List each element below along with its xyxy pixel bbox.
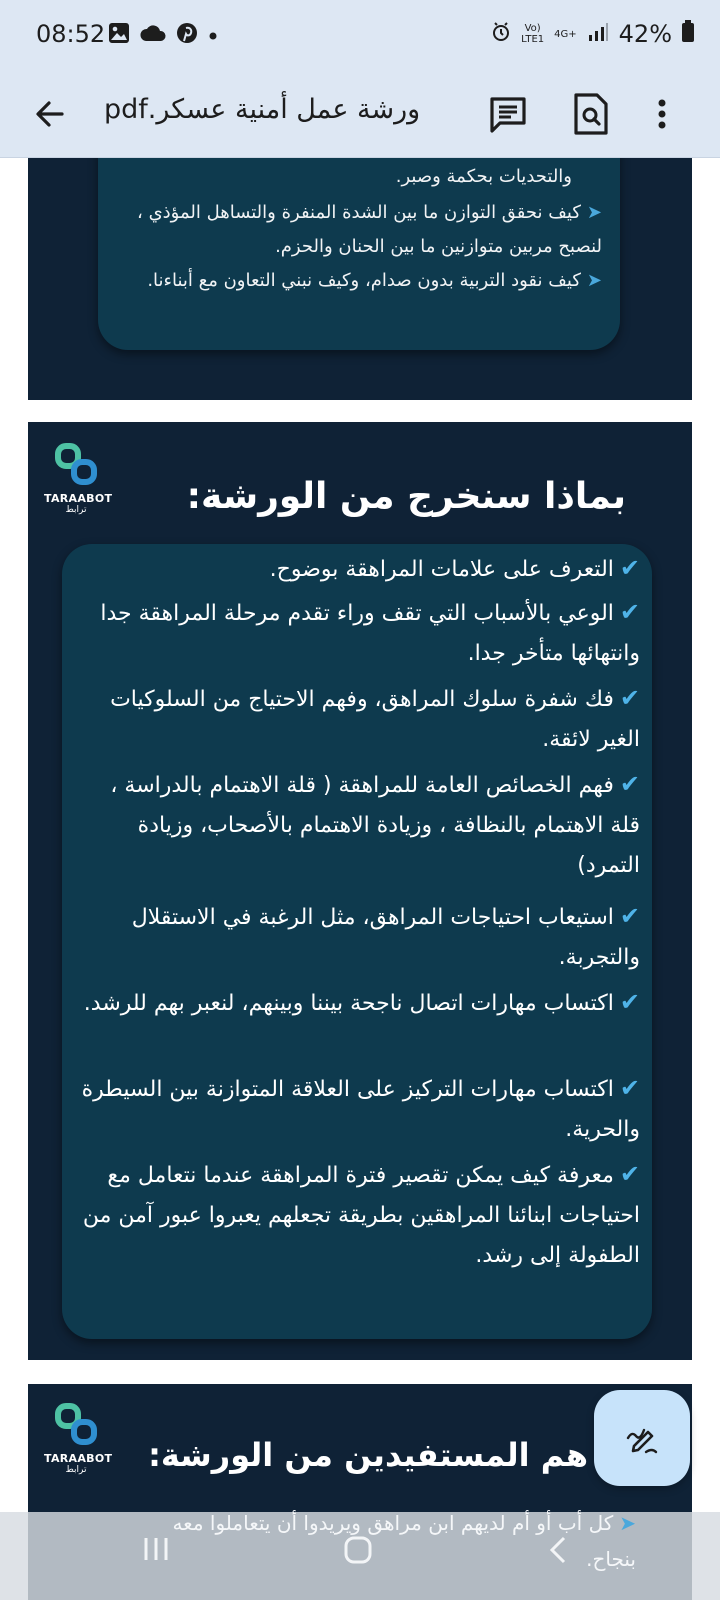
- bullet-item: ➤كل أب أو أم لديهم ابن مراهق ويريدوا أن يتعاملوا معه: [172, 1511, 636, 1535]
- app-bar: [0, 76, 720, 158]
- clock: 08:52: [36, 20, 106, 48]
- text-notes-icon[interactable]: [484, 90, 532, 138]
- pdf-page: [28, 158, 692, 400]
- arrow-bullet-icon: ➤: [619, 1511, 636, 1535]
- search-document-icon[interactable]: [566, 90, 614, 138]
- logo-mark-icon: [52, 1400, 100, 1448]
- pdf-viewer[interactable]: [0, 158, 720, 1600]
- checklist-item: ✔التعرف على علامات المراهقة بوضوح.: [269, 554, 640, 582]
- pinterest-icon: [176, 22, 198, 48]
- section-heading: هم المستفيدين من الورشة:: [148, 1436, 588, 1474]
- check-icon: ✔: [619, 902, 640, 930]
- edit-fab-button[interactable]: [594, 1390, 690, 1486]
- check-icon: ✔: [619, 554, 640, 582]
- arrow-bullet-icon: ➤: [586, 202, 602, 223]
- check-icon: ✔: [619, 770, 640, 798]
- home-icon[interactable]: [338, 1530, 378, 1574]
- checklist-item: ✔اكتساب مهارات التركيز على العلاقة المتوازنة بين السيطرة والحرية.: [81, 1074, 640, 1142]
- nav-back-icon[interactable]: [540, 1530, 580, 1574]
- back-arrow-icon[interactable]: [30, 94, 70, 134]
- logo-mark-icon: [52, 440, 100, 488]
- system-nav-bar: [0, 1512, 720, 1600]
- bullet-item: ➤كيف نحقق التوازن ما بين الشدة المنفرة والتساهل المؤذي ، لنصبح مربين متوازنين ما بين الحنان والحزم.: [137, 202, 602, 257]
- recent-apps-icon[interactable]: [136, 1530, 176, 1574]
- checklist-item: ✔فهم الخصائص العامة للمراهقة ( قلة الاهتمام بالدراسة ، قلة الاهتمام بالنظافة ، وزيادة الاهتمام بالأصحاب، وزيادة التمرد): [110, 770, 640, 878]
- more-vert-icon[interactable]: [654, 90, 670, 138]
- status-bar: [0, 0, 720, 76]
- bullet-item: ➤كيف نقود التربية بدون صدام، وكيف نبني التعاون مع أبناءنا.: [147, 270, 602, 291]
- signal-icon: [587, 20, 609, 48]
- check-icon: ✔: [619, 684, 640, 712]
- battery-percent: 42%: [618, 20, 672, 48]
- check-icon: ✔: [619, 988, 640, 1016]
- check-icon: ✔: [619, 598, 640, 626]
- checklist-item: ✔الوعي بالأسباب التي تقف وراء تقدم مرحلة المراهقة جدا وانتهائها متأخر جدا.: [100, 598, 640, 666]
- taraabot-logo: TARAABOT ترابط: [44, 1400, 108, 1475]
- check-icon: ✔: [619, 1074, 640, 1102]
- document-title: ورشة عمل أمنية عسكر.pdf: [104, 94, 421, 125]
- taraabot-logo: TARAABOT ترابط: [44, 440, 108, 515]
- checklist-item: ✔اكتساب مهارات اتصال ناجحة بيننا وبينهم، لنعبر بهم للرشد.: [83, 988, 640, 1016]
- check-icon: ✔: [619, 1160, 640, 1188]
- checklist-item: ✔فك شفرة سلوك المراهق، وفهم الاحتياج من السلوكيات الغير لائقة.: [110, 684, 640, 752]
- bullet-item: والتحديات بحكمة وصبر.: [395, 166, 572, 187]
- content-box: [98, 158, 620, 350]
- pen-edit-icon: [622, 1418, 662, 1458]
- alarm-icon: [491, 20, 511, 48]
- section-heading: بماذا سنخرج من الورشة:: [186, 476, 626, 517]
- network-label: Vo) LTE1: [521, 23, 545, 45]
- pdf-page: [28, 422, 692, 1360]
- network-type: 4G+: [554, 28, 577, 40]
- content-box: [62, 544, 652, 1339]
- arrow-bullet-icon: ➤: [586, 270, 602, 291]
- checklist-item: ✔معرفة كيف يمكن تقصير فترة المراهقة عندما نتعامل مع احتياجات ابنائنا المراهقين بطريقة تجعلهم يعبروا عبور آمن من الطفولة إلى رشد.: [82, 1160, 640, 1268]
- cloud-icon: [140, 23, 166, 47]
- battery-icon: [682, 20, 694, 48]
- bullet-item-continued: بنجاح.: [586, 1547, 636, 1571]
- dot-icon: [208, 26, 218, 45]
- checklist-item: ✔استيعاب احتياجات المراهق، مثل الرغبة في الاستقلال والتجربة.: [131, 902, 640, 970]
- image-icon: [108, 22, 130, 48]
